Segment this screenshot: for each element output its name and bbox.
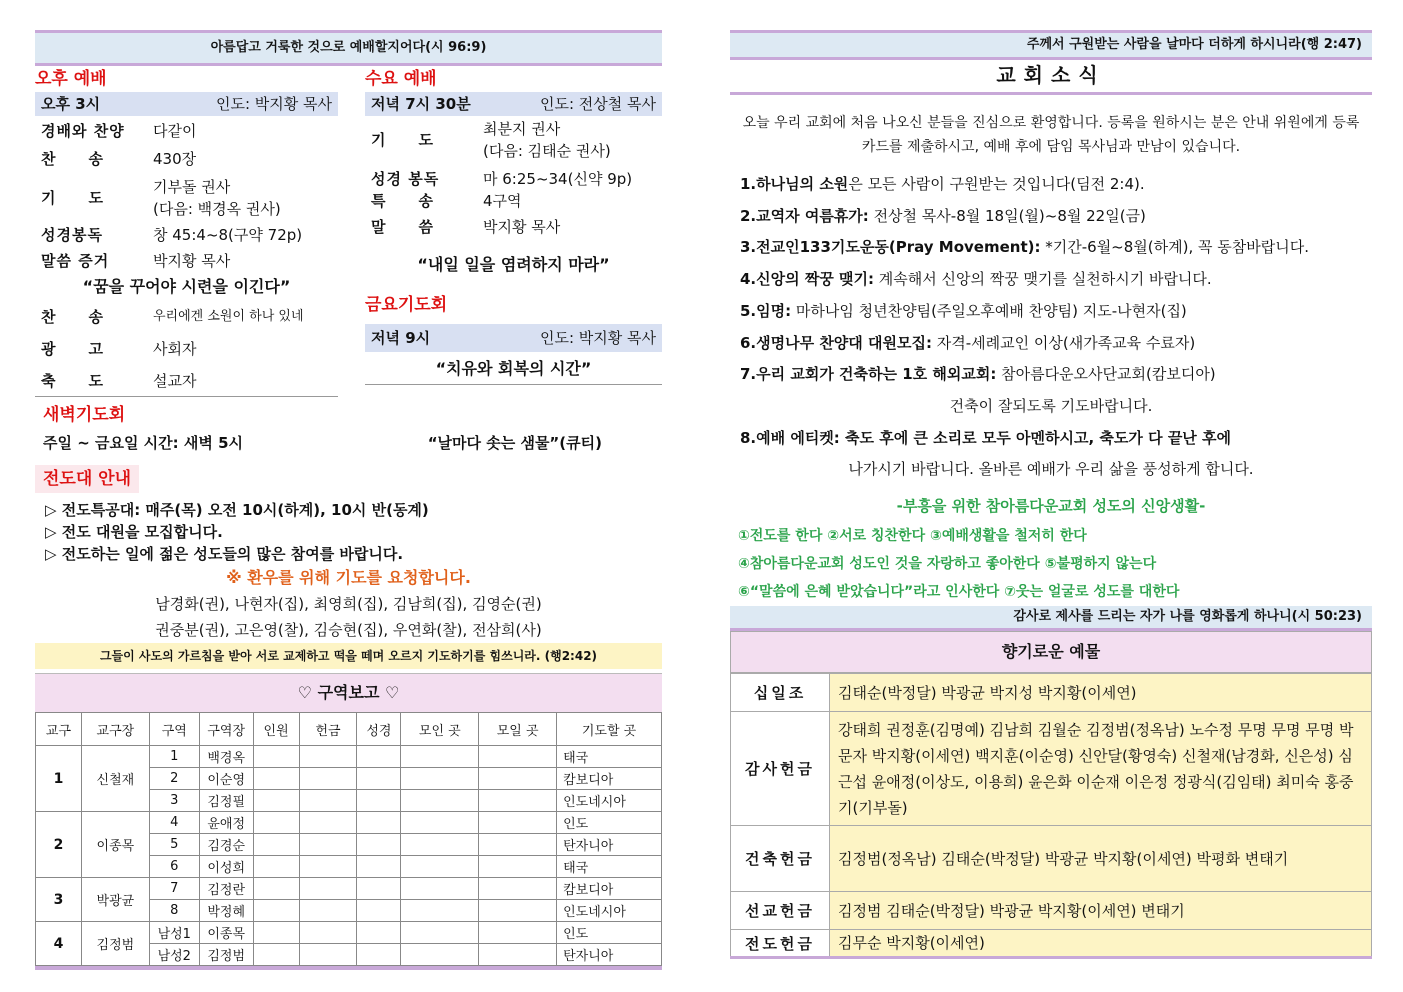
district-leader: 김정범 [81,922,149,966]
patient-names: 권중분(권), 고은영(찰), 김승현(집), 우연화(찰), 전삼희(사) [155,621,542,639]
mission-team-title: 전도대 안내 [35,465,139,493]
cell-count [253,922,299,944]
cell-count [253,878,299,900]
afternoon-time-row [35,92,338,116]
cell-name: 김정필 [199,790,253,812]
cell-name: 이성희 [199,856,253,878]
revival-title: -부흥을 위한 참아름다운교회 성도의 신앙생활- [896,497,1206,516]
offering-row [731,712,1372,826]
cell-name: 김정란 [199,878,253,900]
notice-continuation: 건축이 잘되도록 기도바랍니다. [949,396,1153,415]
notice-item: 1.하나님의 소원은 모든 사람이 구원받는 것입니다(딤전 2:4). [740,175,1145,193]
cell-name: 김정범 [199,944,253,966]
offering-names: 김태순(박정달) 박광균 박지성 박지황(이세연) [830,674,1372,712]
wednesday-worship-title: 수요 예배 [365,69,437,89]
order-item: 축 도 설교자 [41,372,197,390]
offering-category: 감사헌금 [731,712,830,826]
cell-no: 4 [149,812,199,834]
offering-row [731,892,1372,930]
cell-pray: 캄보디아 [557,768,662,790]
cell-no: 7 [149,878,199,900]
dawn-prayer-title: 새벽기도회 [43,405,126,425]
cell-count [253,834,299,856]
friday-leader: 인도: 박지황 목사 [539,329,656,347]
cell-meet-place [479,856,557,878]
dawn-time: 주일 ~ 금요일 시간: 새벽 5시 [43,434,244,452]
cell-offering [299,856,357,878]
cell-offering [299,922,357,944]
cell-pray: 인도네시아 [557,790,662,812]
cell-name: 이종목 [199,922,253,944]
verse-banner-top-right: 주께서 구원받는 사람을 날마다 더하게 하시니라(행 2:47) [730,30,1372,60]
cell-pray: 탄자니아 [557,944,662,966]
table-row [36,746,662,768]
cell-count [253,768,299,790]
cell-meet-place [479,812,557,834]
prayer-request: ※ 환우를 위해 기도를 요청합니다. [226,568,471,587]
notice-item: 6.생명나무 찬양대 대원모집: 자격-세례교인 이상(새가족교육 수료자) [740,333,1196,352]
mission-team [35,465,662,643]
cell-meet-place [479,878,557,900]
column-header: 구역장 [199,713,253,746]
order-item: 광 고 사회자 [41,340,197,358]
cell-meet-place [479,834,557,856]
cell-met-place [401,900,479,922]
offering-row [731,674,1372,712]
friday-prayer-title: 금요기도회 [365,295,448,315]
cell-offering [299,812,357,834]
dawn-theme: “날마다 솟는 샘물”(큐티) [427,434,602,452]
cell-no: 남성1 [149,922,199,944]
divider [365,384,662,385]
mission-line: ▷ 전도하는 일에 젊은 성도들의 많은 참여를 바랍니다. [45,545,404,563]
cell-offering [299,834,357,856]
district-number: 4 [36,922,82,966]
notice-item: 5.임명: 마하나임 청년찬양팀(주일오후예배 찬양팀) 지도-나현자(집) [740,301,1187,320]
afternoon-time: 오후 3시 [41,95,101,113]
notice-item: 2.교역자 여름휴가: 전상철 목사-8월 18일(월)~8월 22일(금) [740,206,1146,225]
cell-count [253,812,299,834]
offering-category: 건축헌금 [731,826,830,892]
cell-meet-place [479,768,557,790]
table-row [36,922,662,944]
district-report-title: ♡ 구역보고 ♡ [35,673,662,712]
cell-met-place [401,768,479,790]
mission-line: ▷ 전도특공대: 매주(목) 오전 10시(하계), 10시 반(동계) [45,501,429,519]
notice-item: 4.신앙의 짝꿍 맺기: 계속해서 신앙의 짝꿍 맺기를 실천하시기 바랍니다. [740,270,1212,289]
welcome-message: 오늘 우리 교회에 처음 나오신 분들을 진심으로 환영합니다. 등록을 원하시는 분은 안내 위원에게 등록카드를 제출하시고, 예배 후에 담임 목사님과 만남이 있습니다. [742,115,1360,155]
cell-name: 백경옥 [199,746,253,768]
afternoon-leader: 인도: 박지황 목사 [215,95,332,113]
table-header-row [36,713,662,746]
district-number: 1 [36,746,82,812]
district-number: 2 [36,812,82,878]
cell-no: 8 [149,900,199,922]
cell-name: 이순영 [199,768,253,790]
cell-bible [357,834,401,856]
cell-met-place [401,834,479,856]
cell-name: 박정혜 [199,900,253,922]
order-item: 성경 봉독 마 6:25~34(신약 9p) [371,170,633,188]
cell-offering [299,790,357,812]
offering-names: 김정범(정옥남) 김태순(박정달) 박광균 박지황(이세연) 박평화 변태기 [830,826,1372,892]
cell-met-place [401,878,479,900]
column-header: 구역 [149,713,199,746]
cell-count [253,900,299,922]
cell-met-place [401,856,479,878]
cell-offering [299,878,357,900]
cell-bible [357,768,401,790]
cell-met-place [401,746,479,768]
cell-bible [357,856,401,878]
friday-time: 저녁 9시 [371,329,431,347]
mission-line: ▷ 전도 대원을 모집합니다. [45,523,223,541]
afternoon-worship [35,66,338,397]
cell-meet-place [479,790,557,812]
friday-time-row [365,324,662,352]
cell-bible [357,746,401,768]
cell-met-place [401,812,479,834]
cell-no: 1 [149,746,199,768]
dawn-prayer [35,402,662,453]
cell-met-place [401,922,479,944]
district-leader: 신철재 [81,746,149,812]
cell-no: 6 [149,856,199,878]
cell-bible [357,922,401,944]
order-item: 성경봉독 창 45:4~8(구약 72p) [41,226,303,244]
cell-no: 2 [149,768,199,790]
notice-list [730,169,1372,486]
cell-offering [299,944,357,966]
verse-banner-mid-right: 감사로 제사를 드리는 자가 나를 영화롭게 하나니(시 50:23) [730,606,1372,631]
cell-met-place [401,790,479,812]
notice-item: 8.예배 에티켓: 축도 후에 큰 소리로 모두 아멘하시고, 축도가 다 끝난 후에 [740,428,1231,447]
column-header: 인원 [253,713,299,746]
revival-line: ④참아름다운교회 성도인 것을 자랑하고 좋아한다 ⑤불평하지 않는다 [738,556,1157,573]
column-header: 교구 [36,713,82,746]
afternoon-sermon-title: “꿈을 꾸어야 시련을 이긴다” [82,277,291,296]
notice-item: 3.전교인133기도운동(Pray Movement): *기간-6월~8월(하계), 꼭 동참바랍니다. [740,238,1309,257]
cell-pray: 캄보디아 [557,878,662,900]
column-header: 기도할 곳 [557,713,662,746]
revival-line: ⑥“말씀에 은혜 받았습니다”라고 인사한다 ⑦웃는 얼굴로 성도를 대한다 [738,584,1180,601]
cell-meet-place [479,900,557,922]
cell-bible [357,790,401,812]
cell-pray: 탄자니아 [557,834,662,856]
notice-continuation: 나가시기 바랍니다. 올바른 예배가 우리 삶을 풍성하게 합니다. [848,460,1254,479]
offering-table [730,673,1372,959]
cell-bible [357,900,401,922]
offering-section [730,631,1372,959]
district-leader: 이종목 [81,812,149,878]
order-item: 경배와 찬양 다같이 [41,122,197,140]
wednesday-leader: 인도: 전상철 목사 [539,95,656,113]
offering-title: 향기로운 예물 [730,631,1372,673]
table-row [36,812,662,834]
cell-met-place [401,944,479,966]
column-header: 모일 곳 [479,713,557,746]
table-row [36,878,662,900]
offering-names: 김정범 김태순(박정달) 박광균 박지황(이세연) 변태기 [830,892,1372,930]
worship-sections [35,66,662,398]
cell-name: 김경순 [199,834,253,856]
wednesday-time: 저녁 7시 30분 [371,95,471,113]
order-item: 특 송 4구역 [371,192,522,210]
district-table [35,712,662,966]
patient-names: 남경화(권), 나현자(집), 최영희(집), 김남희(집), 김영순(권) [155,595,542,613]
cell-name: 윤애정 [199,812,253,834]
cell-offering [299,746,357,768]
wednesday-sermon-title: “내일 일을 염려하지 마라” [417,255,610,274]
cell-pray: 인도 [557,922,662,944]
dawn-time-row [43,432,662,453]
cell-pray: 인도 [557,812,662,834]
cell-pray: 태국 [557,746,662,768]
cell-count [253,944,299,966]
order-item: 기 도 기부돌 권사 (다음: 백경옥 권사) [41,178,281,218]
verse-banner-mid-left: 그들이 사도의 가르침을 받아 서로 교제하고 떡을 떼며 오르지 기도하기를 힘쓰니라. (행2:42) [35,643,662,669]
cell-count [253,790,299,812]
cell-meet-place [479,746,557,768]
offering-row [731,826,1372,892]
cell-meet-place [479,922,557,944]
friday-theme: “치유와 회복의 시간” [435,359,592,378]
offering-category: 선교헌금 [731,892,830,930]
afternoon-worship-title: 오후 예배 [35,69,107,89]
cell-count [253,856,299,878]
order-item: 기 도 최분지 권사 (다음: 김태순 권사) [371,120,611,160]
offering-row [731,930,1372,958]
cell-bible [357,878,401,900]
order-item: 말 씀 박지황 목사 [371,218,561,236]
cell-no: 남성2 [149,944,199,966]
revival-section [730,490,1372,606]
column-header: 성경 [357,713,401,746]
cell-pray: 인도네시아 [557,900,662,922]
verse-banner-top-left: 아름답고 거룩한 것으로 예배할지어다(시 96:9) [35,30,662,66]
bottom-border [35,966,662,970]
left-page [35,30,662,970]
cell-bible [357,944,401,966]
district-report [35,673,662,970]
offering-category: 전도헌금 [731,930,830,958]
district-number: 3 [36,878,82,922]
cell-offering [299,900,357,922]
column-header: 모인 곳 [401,713,479,746]
cell-bible [357,812,401,834]
wednesday-worship [365,66,662,385]
offering-category: 십일조 [731,674,830,712]
notice-item: 7.우리 교회가 건축하는 1호 해외교회: 참아름다운오사단교회(캄보디아) [740,365,1216,384]
offering-names: 김무순 박지황(이세연) [830,930,1372,958]
cell-count [253,746,299,768]
cell-offering [299,768,357,790]
order-item: 말씀 증거 박지황 목사 [41,252,231,270]
order-item: 찬 송 430장 [41,150,197,168]
cell-meet-place [479,944,557,966]
offering-names: 강태희 권정훈(김명예) 김남희 김월순 김정범(정옥남) 노수정 무명 무명 무명 박문자 박지황(이세연) 백지훈(이순영) 신안달(황영숙) 신철재(남경화, 신은성) 심근섭 윤애정(이상도, 이용희) 윤은화 이순재 이은정 정광식(김임태) 최미숙 홍중기(기부돌) [830,712,1372,826]
cell-no: 3 [149,790,199,812]
cell-no: 5 [149,834,199,856]
church-news-title: 교회소식 [730,60,1372,95]
wednesday-time-row [365,92,662,116]
district-leader: 박광균 [81,878,149,922]
order-item: 찬 송 우리에겐 소원이 하나 있네 [41,308,304,326]
cell-pray: 태국 [557,856,662,878]
right-page [730,30,1372,959]
column-header: 교구장 [81,713,149,746]
column-header: 헌금 [299,713,357,746]
revival-line: ①전도를 한다 ②서로 칭찬한다 ③예배생활을 철저히 한다 [738,528,1087,545]
divider [35,396,338,397]
